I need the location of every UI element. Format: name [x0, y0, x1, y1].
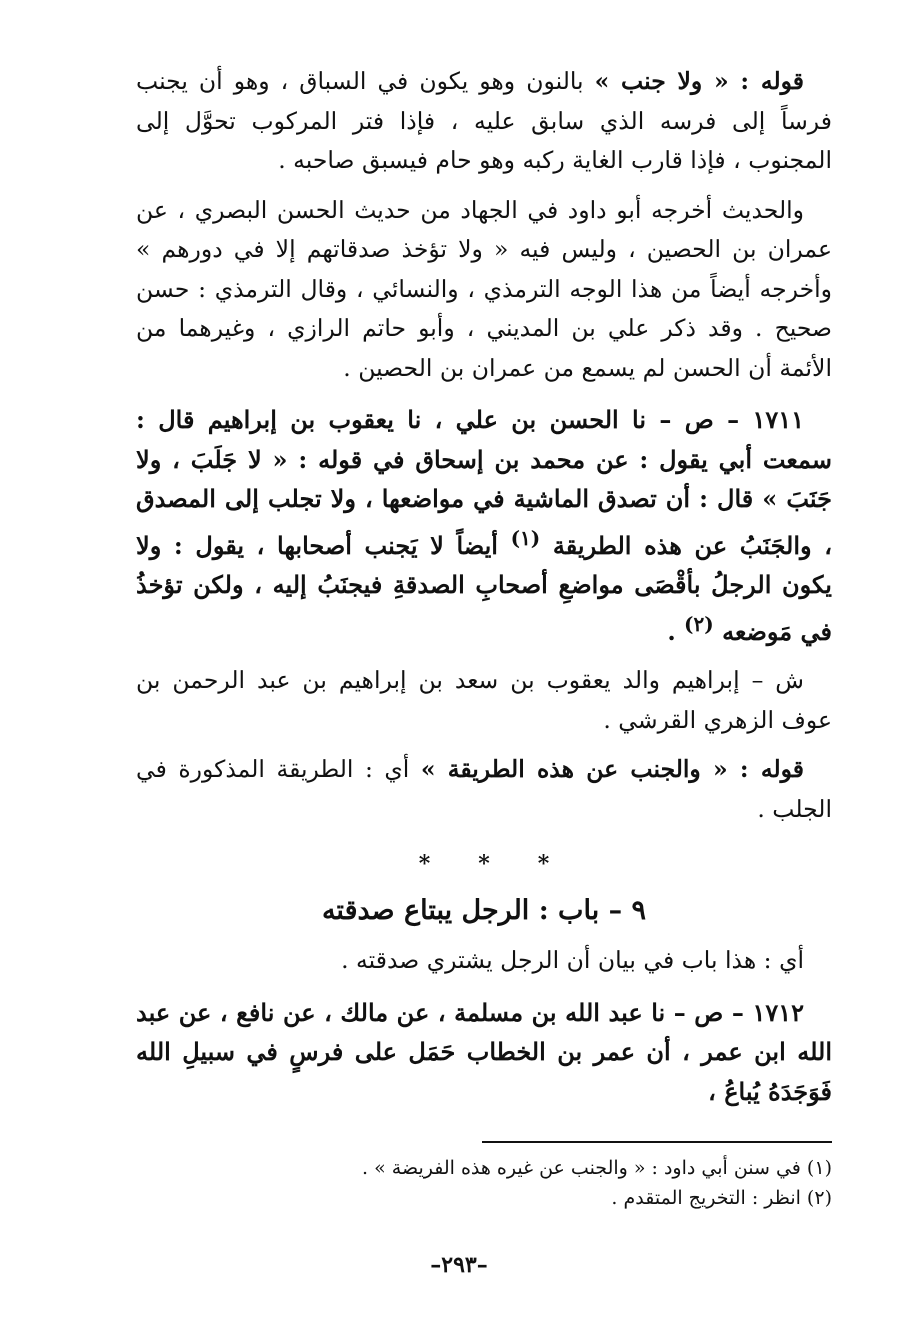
paragraph-commentary-janab [136, 62, 832, 181]
footnote-divider [482, 1141, 832, 1143]
separator-star: * [478, 851, 490, 877]
paragraph-explanation-ibrahim [136, 661, 832, 740]
section-separator [136, 851, 832, 877]
paragraph-text: أي : الطريقة المذكورة في الجلب . [136, 755, 832, 823]
separator-star: * [418, 851, 431, 877]
footnote-1: (١) في سنن أبي داود : « والجنب عن غيره هذه الفريضة » . [362, 1157, 832, 1179]
chapter-heading: ٩ – باب : الرجل يبتاع صدقته [321, 895, 647, 926]
quoted-phrase-label: قوله : « ولا جنب » [594, 67, 804, 95]
separator-star: * [537, 851, 550, 877]
paragraph-chapter-explanation [136, 941, 832, 981]
quoted-phrase-label: قوله : « والجنب عن هذه الطريقة » [420, 755, 804, 783]
hadith-1711 [136, 400, 832, 651]
footnote-2: (٢) انظر : التخريج المتقدم . [611, 1187, 832, 1209]
hadith-text: ١٧١١ – ص – نا الحسن بن علي ، نا يعقوب بن إبراهيم قال : سمعت أبي يقول : عن محمد بن إسحاق في قوله : « لا جَلَبَ ، ولا جَنَبَ » قال : أن تصدق الماشية في مواضعها ، ولا تجلب إلى المصدق ، والجَنَبُ عن هذه الطريقة [136, 405, 832, 560]
paragraph-text: أي : هذا باب في بيان أن الرجل يشتري صدقته . [341, 946, 804, 974]
paragraph-text: والحديث أخرجه أبو داود في الجهاد من حديث الحسن البصري ، عن عمران بن الحصين ، وليس فيه « ولا تؤخذ صدقاتهم إلا في دورهم » وأخرجه أيضاً من هذا الوجه الترمذي ، والنسائي ، وقال الترمذي : حسن صحيح . وقد ذكر علي بن المديني ، وأبو حاتم الرازي ، وغيرهما من الأئمة أن الحسن لم يسمع من عمران بن الحصين . [136, 195, 832, 382]
hadith-end: . [667, 616, 676, 646]
paragraph-hadith-sources [136, 191, 832, 389]
hadith-text-continued: أيضاً لا يَجنب أصحابها ، يقول : ولا يكون الرجلُ بأقْصَى مواضعِ أصحابِ الصدقةِ فيجنَبُ إليه ، ولكن تؤخذُ في مَوضعه [136, 530, 832, 646]
paragraph-commentary-tariqa [136, 750, 832, 829]
hadith-text: ١٧١٢ – ص – نا عبد الله بن مسلمة ، عن مالك ، عن نافع ، عن عبد الله ابن عمر ، أن عمر بن الخطاب حَمَل على فرسٍ في سبيلِ الله فَوَجَدَهُ يُباعُ ، [136, 997, 832, 1106]
paragraph-text: بالنون وهو يكون في السباق ، وهو أن يجنب فرساً إلى فرسه الذي سابق عليه ، فإذا فتر المركوب تحوَّل إلى المجنوب ، فإذا قارب الغاية ركبه وهو حام فيسبق صاحبه . [136, 67, 832, 174]
paragraph-text: ش – إبراهيم والد يعقوب بن سعد بن إبراهيم بن عبد الرحمن بن عوف الزهري القرشي . [136, 666, 832, 734]
footnote-ref-2: (٢) [684, 611, 714, 636]
hadith-1712 [136, 993, 832, 1112]
footnote-ref-1: (١) [510, 525, 541, 550]
page-number: –٢٩٣– [430, 1252, 488, 1278]
